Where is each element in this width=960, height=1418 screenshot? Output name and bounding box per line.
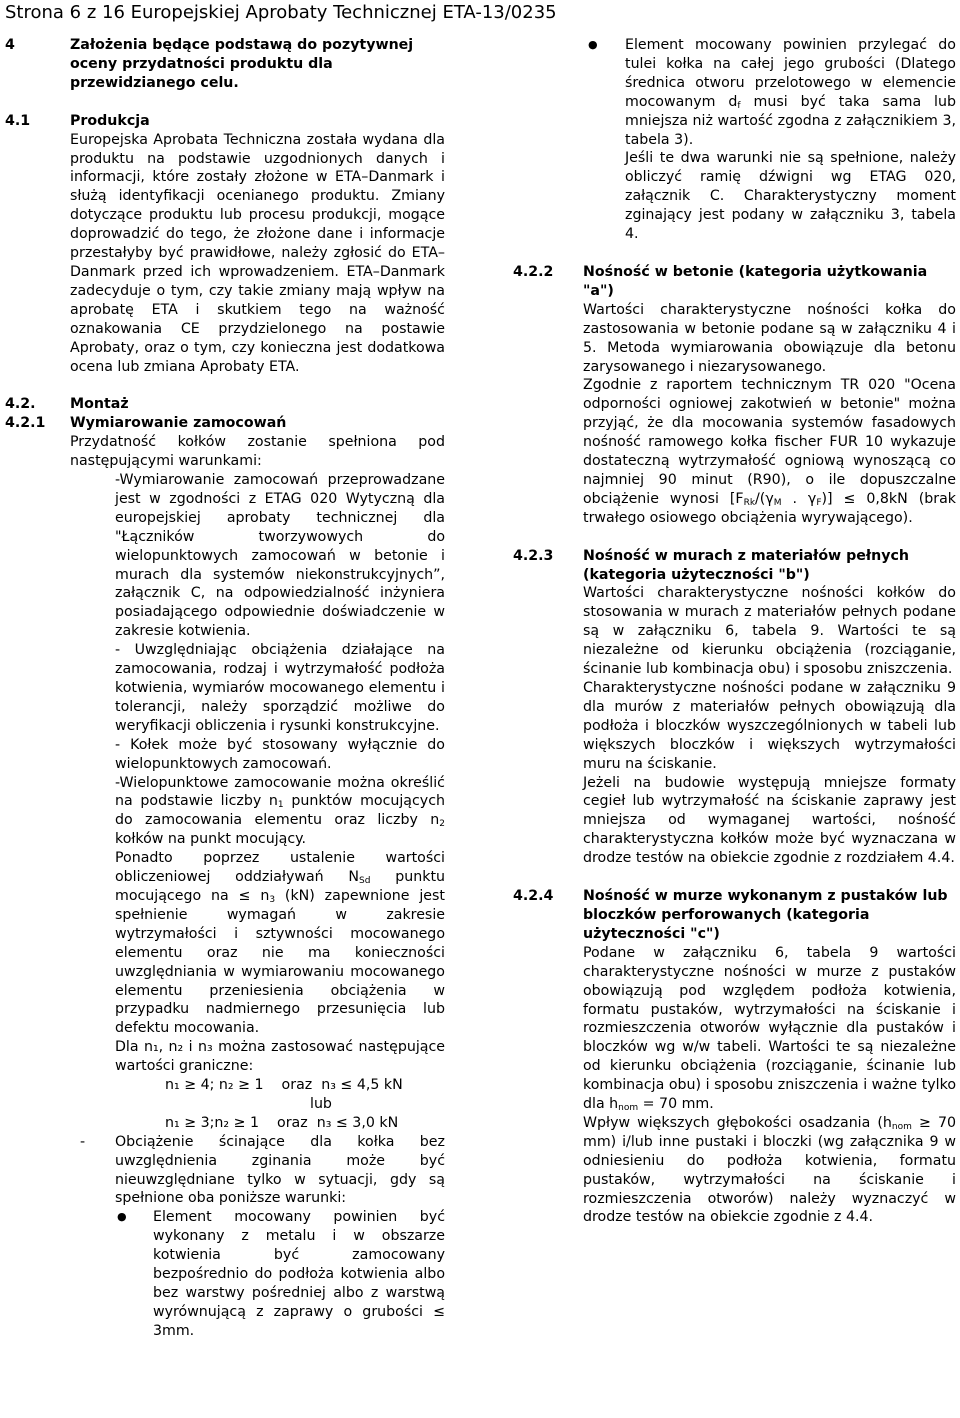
intro-paragraph: Przydatność kołków zostanie spełniona pod następującymi warunkami: <box>70 434 445 470</box>
section-title: Założenia będące podstawą do pozytywnej oceny przydatności produktu dla przewidzianego celu. <box>70 37 414 91</box>
section-number: 4.2.3 <box>513 547 554 564</box>
limit-formula-1: n₁ ≥ 4; n₂ ≥ 1 oraz n₃ ≤ 4,5 kN <box>165 1077 403 1094</box>
condition-bullet-2 <box>513 36 956 149</box>
right-column <box>513 36 956 1227</box>
section-title: Nośność w murach z materiałów pełnych (kategoria użyteczności "b") <box>583 547 910 583</box>
solid-masonry-text-2: Charakterystyczne nośności podane w załączniku 9 dla murów z materiałów pełnych obowiązują dla podłoża i bloczków wyszczególnionych w tabeli lub większych bloczków i większych wytrzymałości muru na ściskanie. <box>583 680 956 772</box>
shear-load-item <box>5 1133 445 1209</box>
multipoint-definition-paragraph: -Wielopunktowe zamocowanie można określić na podstawie liczby $n_1$ punktów mocujących do zamocowania elementu oraz liczby $n_2$ kołków na punkt mocujący. <box>115 774 445 848</box>
solid-masonry-text: Wartości charakterystyczne nośności kołków do stosowania w murach z materiałów pełnych podane są w załączniku 6, tabela 9. Wartości te są niezależne od kierunku obciążenia (rozciąganie, ścinanie lub kombinacja obu) i sposobu zniszczenia. <box>583 585 956 678</box>
section-4-2-1-heading <box>5 414 445 433</box>
condition-note: Jeśli te dwa warunki nie są spełnione, należy obliczyć ramię dźwigni wg ETAG 020, załącznik C. Charakterystyczny moment zginający jest podany w załączniku 3, tabela 4. <box>625 150 956 243</box>
section-number: 4.2. <box>5 396 36 413</box>
section-title: Produkcja <box>70 112 150 129</box>
hollow-masonry-text: Podane w załączniku 6, tabela 9 wartości charakterystyczne nośności w murze z pustaków obowiązują pod względem podłoża kotwienia, formatu pustaków, wytrzymałości na ściskanie i rozmieszczenia otworów wyłącznie dla pustaków i bloczków wg w/w tabeli. Wartości te są niezależne od kierunku obciążenia (rozciąganie, ścinanie lub kombinacja obu) i sposobu zniszczenia i ważne tylko dla $h_{nom} = 70$ mm. <box>583 944 956 1114</box>
section-number: 4.2.4 <box>513 888 554 905</box>
left-column <box>5 36 445 1341</box>
fire-resistance-text: Zgodnie z raportem technicznym TR 020 "Ocena odporności ogniowej zakotwień w betonie" można przyjąć, że dla mocowania systemów fasadowych nośność ramowego kołka fischer FUR 10 wykazuje dostateczną wytrzymałość ogniową wynoszącą co najmniej 90 minut (R90), o ile dopuszczalne obciążenie wynosi [$F_{Rk}/(\gamma_M$ . $\gamma_F)] \le 0,8kN$ (brak trwałego osiowego obciążenia wyrywającego). <box>583 377 956 526</box>
multipoint-paragraph: - Kołek może być stosowany wyłącznie do wielopunktowych zamocowań. <box>115 736 445 772</box>
section-4-2-4-heading <box>513 887 956 944</box>
bullet-icon: ● <box>588 38 598 51</box>
section-number: 4 <box>5 37 15 53</box>
limit-values-paragraph: Dla n₁, n₂ i n₃ można zastosować następujące wartości graniczne: <box>115 1039 445 1075</box>
design-value-paragraph: Ponadto poprzez ustalenie wartości obliczeniowej oddziaływań $N_{Sd}$ punktu mocującego na ≤ $n_3$ (kN) zapewnione jest spełnienie wymagań w zakresie wytrzymałości i sztywności mocowanego elementu oraz nie ma konieczności uwzględniania w wymiarowaniu mocowanego elementu przeniesienia obciążenia w przypadku nadmiernego przesunięcia lub defektu mocowania. <box>115 850 445 1037</box>
section-4-1-heading <box>5 112 445 131</box>
loads-paragraph: - Uwzględniając obciążenia działające na zamocowania, rodzaj i wytrzymałość podłoża kotwienia, wymiarów mocowanego elementu i tolerancji, należy sporządzić możliwe do weryfikacji obliczenia i rysunki konstrukcyjne. <box>115 642 445 734</box>
condition-text-1: Element mocowany powinien być wykonany z metalu i w obszarze kotwienia być zamocowany bezpośrednio do podłoża kotwienia albo bez warstwy pośredniej albo z warstwą wyrównującą z zaprawy o grubości ≤ 3mm. <box>153 1209 445 1339</box>
limit-formula-or: lub <box>310 1095 332 1112</box>
shear-load-text: Obciążenie ścinające dla kołka bez uwzględnienia zginania może być nieuwzględniane tylko w sytuacji, gdy są spełnione oba poniższe warunki: <box>115 1133 445 1207</box>
section-number: 4.2.2 <box>513 263 554 280</box>
section-title: Wymiarowanie zamocowań <box>70 415 287 432</box>
bullet-icon: ● <box>117 1210 127 1224</box>
section-title: Nośność w betonie (kategoria użytkowania "a") <box>583 263 928 299</box>
solid-masonry-text-3: Jeżeli na budowie występują mniejsze formaty cegieł lub wytrzymałość na ściskanie zaprawy jest mniejsza od wymaganej wartości, nośność charakterystyczna kołków może być wyznaczana w drodze testów na obiekcie zgodnie z rozdziałem 4.4. <box>583 774 956 867</box>
hollow-masonry-text-2: Wpływ większych głębokości osadzania ($h_{nom} \ge 70$ mm) i/lub inne pustaki i bloczki (wg załącznika 9 w odniesieniu do podłoża kotwienia, formatu pustaków, wytrzymałości na ściskanie i rozmieszczenia otworów) należy wyznaczyć w drodze testów na obiekcie zgodnie z 4.4. <box>583 1114 956 1226</box>
section-4-2-heading <box>5 395 445 414</box>
condition-text-2: Element mocowany powinien przylegać do tulei kołka na całej jego grubości (Dlatego średnica otworu przelotowego w elemencie mocowanym $d_f$ musi być taka sama lub mniejsza niż wartość zgodna z załącznikiem 3, tabela 3). <box>625 37 956 148</box>
concrete-text: Wartości charakterystyczne nośności kołka do zastosowania w betonie podane są w załączniku 4 i 5. Metoda wymiarowania obowiązuje dla betonu zarysowanego i niezarysowanego. <box>583 301 956 375</box>
condition-bullet-1 <box>5 1208 445 1340</box>
page-header: Strona 6 z 16 Europejskiej Aprobaty Technicznej ETA-13/0235 <box>5 2 557 23</box>
section-number: 4.2.1 <box>5 415 46 432</box>
dash-marker: - <box>80 1133 86 1150</box>
section-4-2-3-heading <box>513 547 956 585</box>
limit-formula-2: n₁ ≥ 3;n₂ ≥ 1 oraz n₃ ≤ 3,0 kN <box>165 1114 399 1131</box>
section-4-heading <box>5 36 445 93</box>
dimensioning-paragraph: -Wymiarowanie zamocowań przeprowadzane jest w zgodności z ETAG 020 Wytyczną dla europejskiej aprobaty technicznej dla "Łączników tworzywowych do wielopunktowych zamocowań w betonie i murach dla systemów niekonstrukcyjnych”, załącznik C, na odpowiedzialność inżyniera posiadającego odpowiednie doświadczenie w zakresie kotwienia. <box>115 472 445 640</box>
section-number: 4.1 <box>5 112 31 129</box>
section-title: Montaż <box>70 396 129 413</box>
section-4-2-2-heading <box>513 263 956 301</box>
section-4-1-text: Europejska Aprobata Techniczna została wydana dla produktu na podstawie uzgodnionych danych i informacji, które zostały złożone w ETA–Danmark i służą identyfikacji ocenianego produktu. Zmiany dotyczące produktu lub procesu produkcji, mogące doprowadzić do tego, że złożone dane i informacje przestałyby być prawidłowe, należy zgłosić do ETA–Danmark przed ich wprowadzeniem. ETA–Danmark zadecyduje o tym, czy takie zmiany mają wpływ na aprobatę ETA i skutkiem tego na ważność oznakowania CE przydzielonego na postawie Aprobaty, oraz o tym, czy konieczna jest dodatkowa ocena lub zmiana Aprobaty ETA. <box>70 131 445 375</box>
section-title: Nośność w murze wykonanym z pustaków lub bloczków perforowanych (kategoria użyteczności "c") <box>583 888 948 942</box>
